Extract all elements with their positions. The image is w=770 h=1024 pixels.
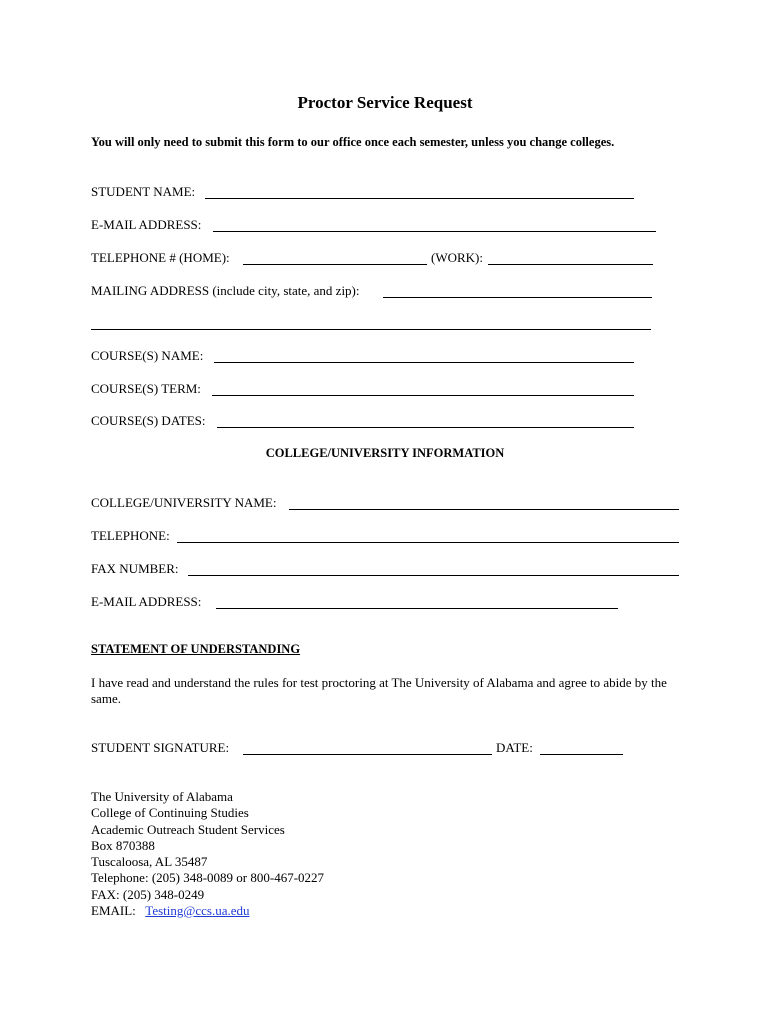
course-dates-label: COURSE(S) DATES: bbox=[91, 413, 206, 428]
address-line: Box 870388 bbox=[91, 837, 155, 853]
course-term-field[interactable] bbox=[212, 395, 634, 396]
course-name-field[interactable] bbox=[214, 362, 634, 363]
signature-label: STUDENT SIGNATURE: bbox=[91, 740, 230, 755]
address-line: Tuscaloosa, AL 35487 bbox=[91, 854, 208, 870]
address-line: The University of Alabama bbox=[91, 789, 233, 804]
address-fax: FAX: (205) 348-0249 bbox=[91, 886, 205, 902]
college-fax-field[interactable] bbox=[188, 575, 679, 576]
mailing-address-label: MAILING ADDRESS (include city, state, and zip): bbox=[91, 283, 360, 298]
course-name-label: COURSE(S) NAME: bbox=[91, 348, 204, 363]
college-telephone-field[interactable] bbox=[177, 542, 679, 543]
college-email-label: E-MAIL ADDRESS: bbox=[91, 594, 202, 609]
college-fax-label: FAX NUMBER: bbox=[91, 561, 179, 576]
address-telephone: Telephone: (205) 348-0089 or 800-467-0227 bbox=[91, 870, 325, 886]
email-link[interactable]: Testing@ccs.ua.edu bbox=[145, 903, 250, 919]
intro-text: You will only need to submit this form to our office once each semester, unless you change colleges. bbox=[91, 135, 615, 149]
mailing-address-row-2 bbox=[91, 314, 651, 332]
college-section-heading: COLLEGE/UNIVERSITY INFORMATION bbox=[265, 446, 505, 460]
telephone-home-field[interactable] bbox=[243, 264, 427, 265]
date-label: DATE: bbox=[496, 740, 533, 755]
page-title: Proctor Service Request bbox=[297, 93, 473, 112]
address-line: Academic Outreach Student Services bbox=[91, 821, 285, 837]
student-email-label: E-MAIL ADDRESS: bbox=[91, 217, 202, 232]
office-address bbox=[91, 789, 324, 919]
statement-text: I have read and understand the rules for test proctoring at The University of Alabama and agree to abide by the same. bbox=[91, 675, 667, 706]
college-email-field[interactable] bbox=[216, 608, 618, 609]
course-term-label: COURSE(S) TERM: bbox=[91, 381, 201, 396]
mailing-address-field-2[interactable] bbox=[91, 329, 651, 330]
college-name-label: COLLEGE/UNIVERSITY NAME: bbox=[91, 495, 277, 510]
address-email-label: EMAIL: bbox=[91, 903, 136, 919]
telephone-work-field[interactable] bbox=[488, 264, 653, 265]
student-name-field[interactable] bbox=[205, 198, 634, 199]
student-email-field[interactable] bbox=[213, 231, 656, 232]
college-name-field[interactable] bbox=[289, 509, 679, 510]
college-telephone-label: TELEPHONE: bbox=[91, 528, 170, 543]
date-field[interactable] bbox=[540, 754, 623, 755]
student-name-label: STUDENT NAME: bbox=[91, 184, 196, 199]
address-line: College of Continuing Studies bbox=[91, 805, 249, 821]
telephone-work-label: (WORK): bbox=[431, 250, 483, 265]
statement-heading: STATEMENT OF UNDERSTANDING bbox=[91, 642, 301, 656]
telephone-home-label: TELEPHONE # (HOME): bbox=[91, 250, 230, 265]
mailing-address-field[interactable] bbox=[383, 297, 652, 298]
course-dates-field[interactable] bbox=[217, 427, 634, 428]
signature-field[interactable] bbox=[243, 754, 492, 755]
address-email-row bbox=[91, 903, 324, 919]
